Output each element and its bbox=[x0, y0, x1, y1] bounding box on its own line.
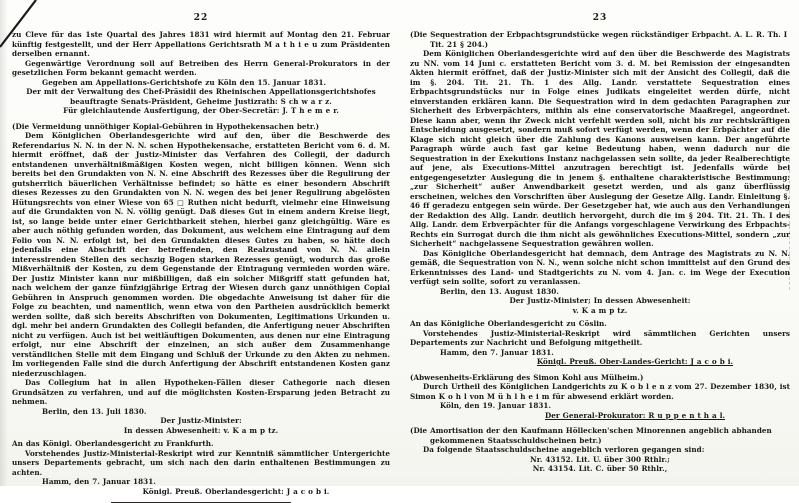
paragraph-dateline: Berlin, den 13. August 1830. bbox=[440, 286, 559, 296]
paragraph-body: Vorstehendes Justiz-Ministerial-Reskript wird zur Kenntniß sämmtlicher Untergerichte unsers Departements gebracht, um sich nach den darin enthaltenen Bestimmungen zu achten. bbox=[12, 448, 390, 477]
paragraph-heading: (Die Vermeidung unnöthiger Kopial-Gebühren in Hypothekensachen betr.) bbox=[12, 121, 320, 131]
paragraph-center: Für gleichlautende Ausfertigung, der Ober-Secretär: J. T h e m e r. bbox=[63, 106, 339, 115]
paragraph-body: Da folgende Staatsschuldscheine angeblich verloren gegangen sind: bbox=[423, 445, 705, 454]
paragraph-body: Durch Urtheil des Königlichen Landgerichts zu K o b l e n z vom 27. Dezember 1830, ist Simon K o h l von M ü h l h e i m für abwesend erklärt worden. bbox=[410, 382, 790, 401]
paragraph-center: Nr. 43154. Lit. C. über 50 Rthlr., bbox=[532, 464, 668, 473]
page-right bbox=[410, 0, 790, 474]
paragraph-body: Dem Königlichen Oberlandesgerichte wird auf den, über die Beschwerde des Referendarius N. N. in der N. N. schen Hypothekensache, erstatteten Bericht vom 6. d. M. hiermit eröffnet, daß der Justiz-Minister das Verfahren des Collegii, der dadurch entstandenen unverhältnißmäßigen Kosten wegen, nicht billigen können. Wenn sich bereits bei den Grundakten von N. N. eine Abschrift des Rezesses über die Regulirung der gutsherrlich bäuerlichen Verhältnisse befindet; so hätte es einer besondern Abschrift dieses Rezesses zu den Grundakten von N. N. wegen des bei jener Regulirung abgelösten Hütungsrechts von einer Wiese von 65 □ Ruthen nicht bedurft, vielmehr eine Hinweisung auf die Grundakten von N. N. völlig genügt. Daß dieses Gut in einem andern Kreise liegt, ist, so lange beide unter einer Gerichtbarkeit stehen, hierbei ganz gleichgültig. Wäre es aber auch nöthig gefunden worden, das Dokument, aus welchem eine Eintragung auf dem Folio von N. N. erfolgt ist, bei den Grundakten dieses Gutes zu haben, so hätte doch jedenfalls eine Abschrift der betreffenden, den Realzustand von N. N. allein interessirenden Stellen des sechszig Bogen starken Rezesses genügt, wodurch das große Mißverhältniß der Kosten, zu dem Gegenstande der Eintragung vermieden worden wäre. Der Justiz Minister kann nur mißbilligen, daß ein solcher Mißgriff statt gefunden hat, nach welchem der ganze fünfzigjährige Ertrag der Wiesen durch ganz unnöthigen Copial Gebühren in Anspruch genommen worden. Die obgedachte Anweisung ist daher für die Folge zu beachten, und namentlich, wenn etwa von den Partheien ausdrücklich bemerkt werden sollte, daß sich bereits Abschriften von Dokumenten, Legitimations Urkunden u. dgl. mehr bei andern Grundakten des Collegii befanden, die Anfertigung neuer Abschriften nicht zu verfügen. Auch ist bei weitläuftigen Dokumenten, aus denen nur eine Eintragung erfolgt, nur eine Abschrift der einzelnen, an sich außer dem Zusammenhange verständlichen Stelle mit dem Eingang und Schluß der Urkunde zu den Akten zu nehmen. Im vorliegenden Falle sind die durch Anfertigung der Abschrift entstandenen Kosten ganz niederzuschlagen. bbox=[12, 131, 390, 378]
paragraph-body: Gegenwärtige Verordnung soll auf Betreiben des Herrn General-Prokurators in der gesetzlichen Form bekannt gemacht werden. bbox=[12, 58, 390, 77]
paragraph-center: Der Justiz-Minister; In dessen Abwesenheit: bbox=[509, 296, 691, 305]
paragraph-center: Der Justiz-Minister: bbox=[160, 416, 242, 425]
paragraph-body: Vorstehendes Justiz-Ministerial-Reskript wird sämmtlichen Gerichten unsers Departements zur Nachricht und Befolgung mitgetheilt. bbox=[410, 328, 790, 347]
paragraph-center: In dessen Abwesenheit: v. K a m p tz. bbox=[123, 425, 279, 435]
paragraph-dateline: Köln, den 19. Januar 1831. bbox=[440, 401, 552, 410]
paragraph-dateline: Berlin, den 13. Juli 1830. bbox=[42, 406, 147, 416]
paragraph-heading: (Die Sequestration der Erbpachtsgrundstücke wegen rückständiger Erbpacht. A. L. R. Th. I Tit. 21 § 204.) bbox=[410, 30, 788, 49]
paragraph-dateline: Hamm, den 7. Januar 1831. bbox=[42, 477, 156, 486]
paragraph-dateline: Hamm, den 7. Januar 1831. bbox=[440, 347, 554, 357]
page-left bbox=[12, 0, 390, 503]
paragraph-address: An das Königl. Oberlandesgericht zu Frankfurth. bbox=[12, 439, 214, 448]
paragraph-heading: (Abwesenheits-Erklärung des Simon Kohl aus Mülheim.) bbox=[410, 372, 644, 382]
paragraph-center: Der mit der Verwaltung des Chef-Präsidii des Rheinischen Appellationsgerichtshofes beauftragte Senats-Präsident, Geheime Justizrath: S ch w a r z. bbox=[26, 87, 376, 106]
paragraph-signature-underline: Der General-Prokurator: R u p p e n t h a l. bbox=[544, 410, 726, 420]
page-number-left: 22 bbox=[193, 13, 209, 23]
paragraph-signature: Königl. Preuß. Oberlandesgericht: J a c o b i. bbox=[142, 486, 330, 496]
page-left-content bbox=[12, 30, 390, 503]
page-number-right: 23 bbox=[592, 13, 608, 23]
paragraph-signature-underline: Königl. Preuß. Ober-Landes-Gericht: J a c o b i. bbox=[536, 357, 734, 366]
paragraph-address: An das Königliche Oberlandesgericht zu Cöslin. bbox=[410, 319, 607, 328]
page-right-content bbox=[410, 30, 790, 474]
paragraph-center: Nr. 43152. Lit. U. über 300 Rthlr.; bbox=[530, 454, 670, 464]
paragraph-body: Das Königliche Oberlandesgericht hat demnach, dem Antrage des Magistrats zu N. N. gemäß, die Sequestration von N. N., wenn solche nicht schon immittelst auf den Grund des Erkenntnisses des Land- und Stadtgerichts zu N. vom 4. Jan. c. im Wege der Execution verfügt sein sollte, sofort zu veranlassen. bbox=[410, 248, 790, 286]
scan-gutter-shadow bbox=[0, 0, 8, 486]
paragraph-center: v. K a m p tz. bbox=[572, 305, 628, 315]
paragraph-body-start: zu Cleve für das 1ste Quartal des Jahres 1831 wird hiermit auf Montag den 21. Februar künftig festgestellt, und der Herr Appellations Gerichtsrath M a t h i e u zum Präsidenten derselben ernannt. bbox=[12, 30, 390, 58]
paragraph-body: Dem Königlichen Oberlandesgerichte wird auf den über die Beschwerde des Magistrats zu NN. vom 14 Juni c. erstatteten Bericht vom 3. d. M. bei Remission der eingesandten Akten hiermit eröffnet, daß der Justiz-Minister sich mit der Ansicht des Collegii, daß die im §. 204. Tit. 21. Th. 1 des Allg. Landr. verstattete Sequestration eines Erbpachtsgrundstücks nur in Folge eines Judikats eingeleitet werden dürfe, nicht einverstanden erklären kann. Die Sequestration wird in dem gedachten Paragraphen zur Sicherheit des Erbverpächters, mithin als eine conservatorische Maaßregel, angeordnet. Diese kann aber, wenn ihr Zweck nicht verfehlt werden soll, nicht bis zur rechtskräftigen Entscheidung ausgesetzt, sondern muß sofort verfügt werden, wenn der Erbpächter auf die Klage sich nicht gleich über die Zahlung des Kanons ausweisen kann. Der angeführte Paragraph würde auch fast gar keine Bedeutung haben, wenn dadurch nur die Sequestration in der Exekutions Instanz nachgelassen sein sollte, da jeder Realberechtigte auf jene, als Executions-Mittel anzutragen berechtigt ist. Jedenfalls würde bei entgegengesetzter Auslegung die in jenem §. enthaltene charakteristische Bestimmung: „zur Sicherheit“ außer Anwendbarkeit gesetzt werden, und als ganz überflüssig erscheinen, welches den Vorschriften über Auslegung der Gesetze Allg. Landr. Einleitung §. 46 ff geradezu entgegen sein würde. Der Gesetzgeber hat, wie auch aus den Verhandlungen der Redaktion des Allg. Landr. deutlich hervorgeht, durch die im § 204. Tit. 21. Th. I des Allg. Landr. dem Erbverpächter für die Anfangs vorgeschlagene Verwirkung des Erbpachts-Rechts ein Surrogat durch die ihm nicht als gewöhnliches Executions-Mittel, sondern „zur Sicherheit“ nachgelassene Sequestration gewähren wollen. bbox=[410, 49, 790, 248]
paragraph-dateline: Gegeben am Appellations-Gerichtshofe zu Köln den 15. Januar 1831. bbox=[42, 77, 327, 87]
paragraph-heading: (Die Amortisation der den Kaufmann Höllecken'schen Minorennen angeblich abhanden gekommenen Staatsschuldscheinen betr.) bbox=[410, 426, 772, 445]
paragraph-body: Das Collegium hat in allen Hypotheken-Fällen dieser Cathegorie nach diesen Grundsätzen zu verfahren, und auf die möglichsten Kosten-Ersparung jeden Betracht zu nehmen. bbox=[12, 378, 390, 406]
